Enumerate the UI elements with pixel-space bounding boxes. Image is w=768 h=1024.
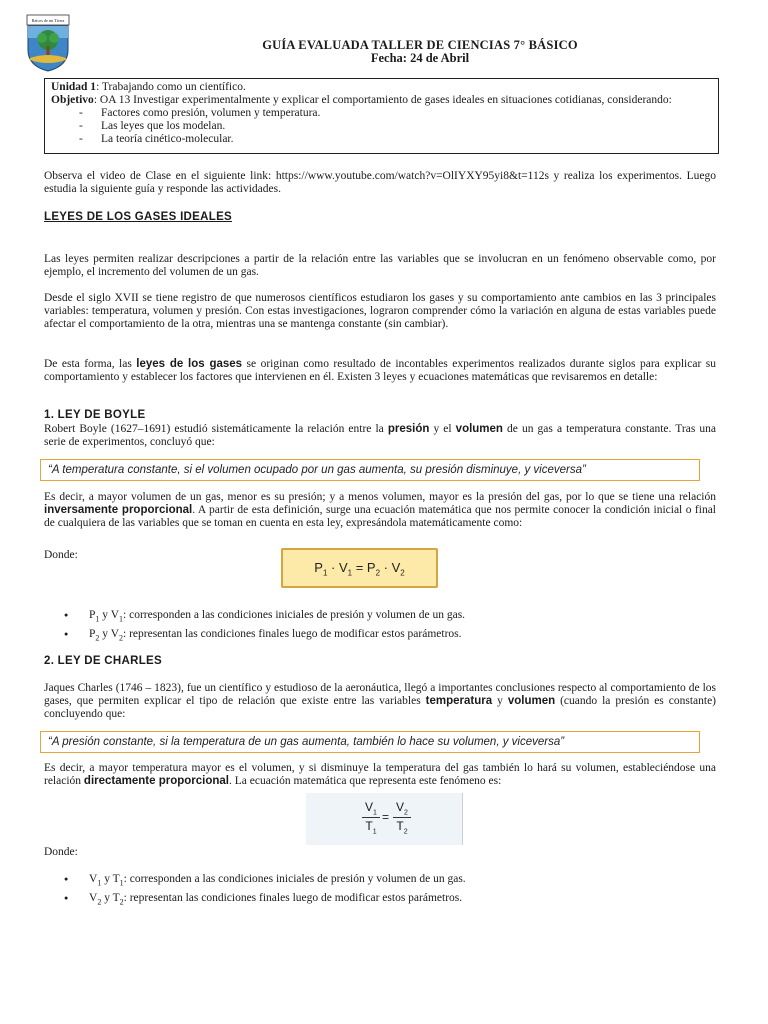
list-item: - La teoría cinético-molecular. [79, 133, 712, 146]
charles-heading: 2. LEY DE CHARLES [44, 655, 162, 667]
boyle-explanation: Es decir, a mayor volumen de un gas, menor es su presión; y a menos volumen, mayor es la presión del gas, por lo que se tiene una relación inversamente proporcional. A partir de esta definición, surge una ecuación matemática que nos permite conocer la condición inicial o final de cualquiera de las variables que se toman en cuenta en esta ley, expresándola matemáticamente como: [44, 491, 716, 529]
boyle-equation: $P_1 \cdot V_1 = P_2 \cdot V_2$ [281, 548, 438, 588]
bold-term: leyes de los gases [136, 358, 243, 370]
divider [462, 793, 463, 845]
fraction-left: $V_1$ $T_1$ [362, 800, 380, 836]
list-item: ● $V_2$ y $T_2$: representan las condiciones finales luego de modificar estos parámetros. [64, 892, 466, 911]
logo-text: Raíces de mi Tierra [31, 18, 65, 23]
section-title: LEYES DE LOS GASES IDEALES [44, 211, 233, 223]
list-item: ● $P_2$ y $V_2$: representan las condiciones finales luego de modificar estos parámetros. [64, 628, 465, 647]
paragraph-3: De esta forma, las leyes de los gases se originan como resultado de incontables experimentos realizados durante siglos para explicar su comportamiento y establecer los factores que intervienen en él. Existen 3 leyes y ecuaciones matemáticas que revisaremos en detalle: [44, 358, 716, 383]
intro-paragraph: Observa el video de Clase en el siguiente link: https://www.youtube.com/watch?v=OlIYXY95yi8&t=112s y realiza los experimentos. Luego estudia la siguiente guía y responde las actividades. [44, 170, 716, 195]
paragraph-1: Las leyes permiten realizar descripciones a partir de la relación entre las variables que se involucran en un fenómeno observable como, por ejemplo, el incremento del volumen de un gas. [44, 253, 716, 278]
equals-sign: = [382, 810, 390, 824]
unit-objective-box [44, 78, 719, 154]
list-item: - Las leyes que los modelan. [79, 120, 712, 133]
fraction-right: $V_2$ $T_2$ [393, 800, 411, 836]
school-logo-icon [26, 14, 70, 72]
objective-list [51, 107, 712, 146]
list-item: ● $P_1$ y $V_1$: corresponden a las condiciones iniciales de presión y volumen de un gas. [64, 609, 465, 628]
charles-quote: “A presión constante, si la temperatura de un gas aumenta, también lo hace su volumen, y viceversa” [40, 731, 700, 753]
boyle-donde: Donde: [44, 549, 78, 561]
boyle-intro: Robert Boyle (1627–1691) estudió sistemáticamente la relación entre la presión y el volumen de un gas a temperatura constante. Tras una serie de experimentos, concluyó que: [44, 423, 716, 448]
charles-explanation: Es decir, a mayor temperatura mayor es el volumen, y si disminuye la temperatura del gas también lo hará su volumen, estableciéndose una relación directamente proporcional. La ecuación matemática que representa este fenómeno es: [44, 762, 716, 787]
charles-bullets [64, 873, 466, 911]
list-item: - Factores como presión, volumen y temperatura. [79, 107, 712, 120]
paragraph-2: Desde el siglo XVII se tiene registro de que numerosos científicos estudiaron los gases y su comportamiento ante cambios en las 3 principales variables: temperatura, volumen y presión. Con estas investigaciones, lograron comprender cómo la variación en alguna de estas variables puede afectar el comportamiento de la otra, mientras una se mantenga constante (sin cambiar). [44, 292, 716, 330]
charles-donde: Donde: [44, 846, 78, 858]
guide-title: GUÍA EVALUADA TALLER DE CIENCIAS 7° BÁSICO [262, 38, 578, 52]
unit-text: : Trabajando como un científico. [96, 81, 246, 93]
boyle-heading: 1. LEY DE BOYLE [44, 409, 146, 421]
boyle-quote: “A temperatura constante, si el volumen ocupado por un gas aumenta, su presión disminuye, y viceversa” [40, 459, 700, 481]
charles-intro: Jaques Charles (1746 – 1823), fue un científico y estudioso de la aeronáutica, llegó a importantes conclusiones respecto al comportamiento de los gases, que permiten explicar el tipo de relación que existe entre las variables temperatura y volumen (cuando la presión es constante) concluyendo que: [44, 682, 716, 720]
boyle-bullets [64, 609, 465, 647]
unit-label: Unidad 1 [51, 81, 97, 93]
objective-text: : OA 13 Investigar experimentalmente y explicar el comportamiento de gases ideales en situaciones cotidianas, considerando: [93, 94, 672, 106]
guide-date: Fecha: 24 de Abril [370, 51, 470, 65]
list-item: ● $V_1$ y $T_1$: corresponden a las condiciones iniciales de presión y volumen de un gas. [64, 873, 466, 892]
objective-label: Objetivo [51, 94, 94, 106]
